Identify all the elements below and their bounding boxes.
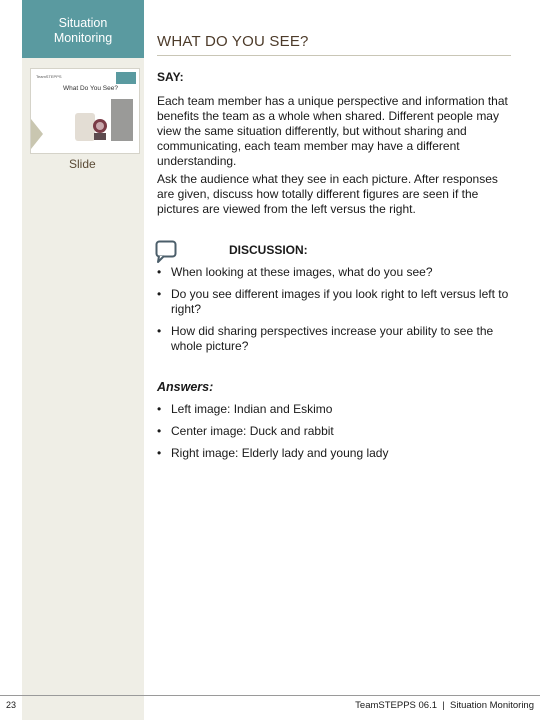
speech-bubble-icon	[155, 240, 177, 264]
thumbnail-image-right	[111, 99, 133, 141]
thumbnail-image-center	[91, 117, 109, 141]
footer-divider	[0, 695, 540, 696]
thumbnail-title: What Do You See?	[63, 85, 118, 92]
title-divider	[157, 55, 511, 56]
section-tab-line1: Situation	[58, 16, 108, 30]
list-item: • Do you see different images if you look right to left versus left to right?	[157, 287, 512, 317]
answers-list	[157, 402, 512, 461]
thumbnail-decoration-icon	[31, 109, 45, 149]
say-paragraph: Each team member has a unique perspective and information that benefits the team as a whole when shared. Different people may view the same situation differently, but without sharing and communicating, each team member may have a different understanding.	[157, 94, 508, 168]
thumbnail-brand: TeamSTEPPS	[36, 74, 62, 79]
discussion-heading: DISCUSSION:	[229, 243, 308, 257]
page-number: 23	[6, 700, 17, 710]
instruction-paragraph: Ask the audience what they see in each picture. After responses are given, discuss how totally different figures are seen if the pictures are viewed from the left versus the right.	[157, 172, 498, 216]
footer-text: TeamSTEPPS 06.1 | Situation Monitoring	[355, 700, 534, 711]
list-item: • How did sharing perspectives increase your ability to see the whole picture?	[157, 324, 512, 354]
list-item: • When looking at these images, what do you see?	[157, 265, 512, 280]
list-item: • Center image: Duck and rabbit	[157, 424, 512, 439]
list-item: • Right image: Elderly lady and young lady	[157, 446, 512, 461]
page-title: WHAT DO YOU SEE?	[157, 33, 309, 50]
say-heading: SAY:	[157, 70, 184, 84]
list-item: • Left image: Indian and Eskimo	[157, 402, 512, 417]
section-tab-line2: Monitoring	[53, 31, 113, 45]
section-tab	[22, 0, 144, 58]
thumbnail-badge	[116, 72, 136, 84]
slide-label: Slide	[69, 157, 96, 171]
discussion-list	[157, 265, 512, 354]
slide-thumbnail	[30, 68, 140, 154]
answers-heading: Answers:	[157, 380, 214, 394]
